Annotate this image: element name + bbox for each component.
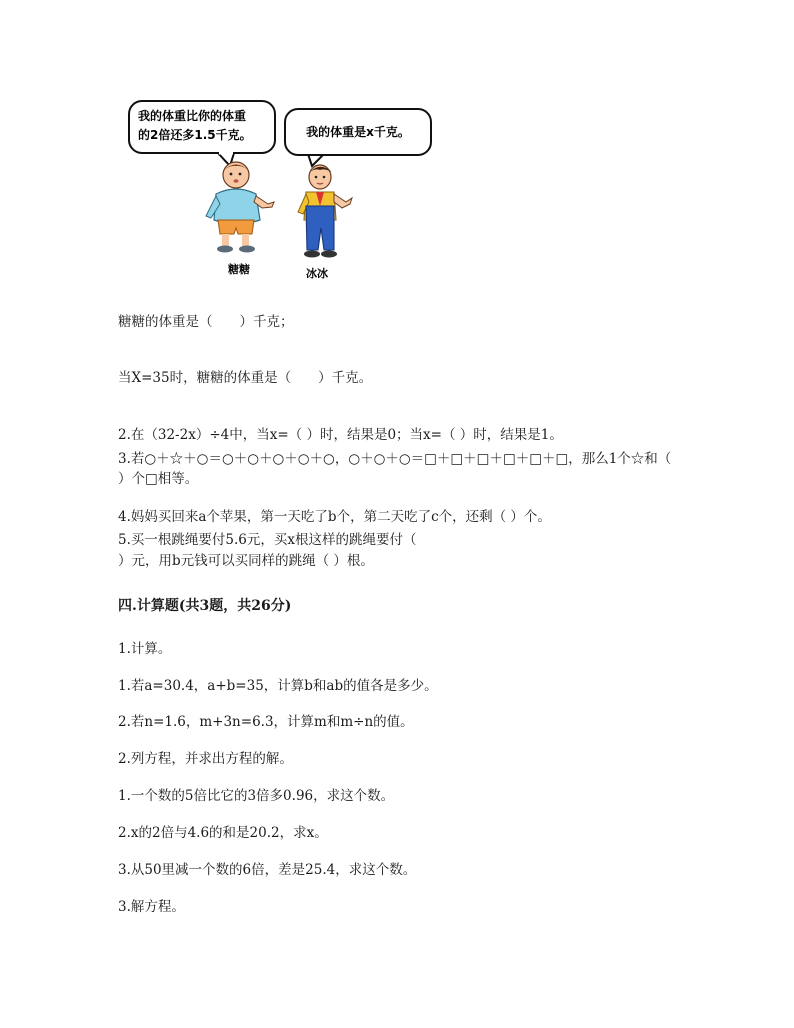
question-4: 4.妈妈买回来a个苹果，第一天吃了b个，第二天吃了c个，还剩（ ）个。 (118, 509, 551, 525)
question-2: 2.在（32-2x）÷4中，当x=（ ）时，结果是0；当x=（ ）时，结果是1。 (118, 427, 563, 443)
name-bingbing: 冰冰 (306, 267, 328, 280)
problem-2-title: 2.列方程，并求出方程的解。 (118, 751, 293, 767)
question-5-line-1: 5.买一根跳绳要付5.6元，买x根这样的跳绳要付（ (118, 532, 417, 548)
section-4-heading: 四.计算题(共3题，共26分) (118, 598, 292, 614)
name-tangtang: 糖糖 (228, 263, 250, 276)
bubble-left-line-1: 我的体重比你的体重 (138, 109, 247, 123)
boy-bingbing-figure (294, 162, 358, 268)
illustration (118, 98, 438, 280)
problem-2-1: 1.一个数的5倍比它的3倍多0.96，求这个数。 (118, 788, 395, 804)
speech-bubble-right (284, 108, 432, 156)
bubble-left-line-2: 的2倍还多1.5千克。 (138, 128, 252, 142)
boy-tangtang-figure (202, 160, 282, 256)
problem-1-title: 1.计算。 (118, 641, 172, 657)
problem-1-1: 1.若a=30.4，a+b=35，计算b和ab的值各是多少。 (118, 678, 438, 694)
question-3-line-2: ）个□相等。 (118, 471, 199, 487)
question-5-line-2: ）元，用b元钱可以买同样的跳绳（ ）根。 (118, 553, 374, 569)
problem-2-2: 2.x的2倍与4.6的和是20.2，求x。 (118, 825, 328, 841)
question-1b: 当X=35时，糖糖的体重是（ ）千克。 (118, 370, 373, 386)
problem-2-3: 3.从50里减一个数的6倍，差是25.4，求这个数。 (118, 862, 417, 878)
bubble-right-text: 我的体重是x千克。 (306, 124, 410, 139)
question-1a: 糖糖的体重是（ ）千克； (118, 314, 294, 330)
question-3-line-1: 3.若○＋☆＋○＝○＋○＋○＋○＋○，○＋○＋○＝□＋□＋□＋□＋□＋□，那么1个☆和（ (118, 451, 672, 467)
problem-1-2: 2.若n=1.6，m+3n=6.3，计算m和m÷n的值。 (118, 714, 414, 730)
problem-3-title: 3.解方程。 (118, 899, 185, 915)
